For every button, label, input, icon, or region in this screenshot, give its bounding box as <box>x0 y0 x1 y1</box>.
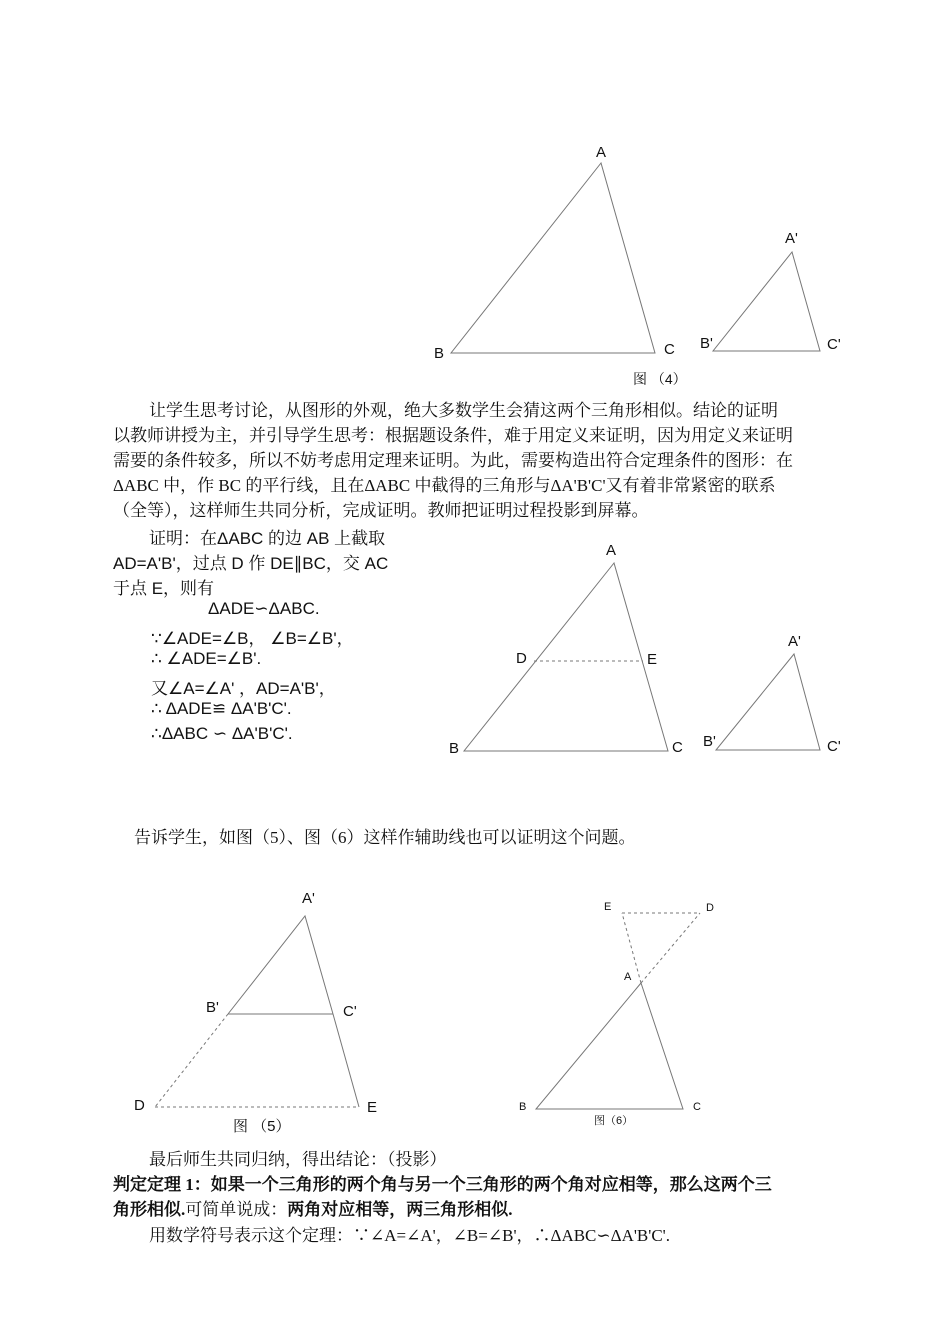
theorem-line-2 <box>113 1195 513 1220</box>
fig5-b1d <box>155 1014 228 1107</box>
label-c1-proof: C' <box>827 738 841 755</box>
label-c-fig6: C <box>693 1101 701 1113</box>
label-b-proof: B <box>449 740 460 757</box>
triangle-abc-proof <box>464 563 668 751</box>
figure-5-caption: 图 （5） <box>233 1118 291 1135</box>
figure-5 <box>155 916 359 1107</box>
triangle-abc-fig6 <box>536 983 683 1109</box>
label-b1-fig5: B' <box>206 999 219 1016</box>
fig6-ad <box>641 913 700 983</box>
label-c1-fig5: C' <box>343 1003 357 1020</box>
label-c: C <box>664 341 675 358</box>
summary-text: 最后师生共同归纳，得出结论：（投影） <box>149 1150 447 1169</box>
label-a1: A' <box>785 230 798 247</box>
label-e-proof: E <box>647 651 658 668</box>
label-a-fig6: A <box>624 971 632 983</box>
para1-line-5: （全等），这样师生共同分析，完成证明。教师把证明过程投影到屏幕。 <box>113 501 649 520</box>
label-b: B <box>434 345 445 362</box>
proof-line-3: 于点 E，则有 <box>113 579 215 598</box>
label-c1: C' <box>827 336 841 353</box>
figure-6-caption: 图（6） <box>594 1115 634 1127</box>
proof-line-8: ∴ ΔADE≌ ΔA'B'C'. <box>151 699 292 718</box>
discussion-paragraph <box>113 398 853 523</box>
proof-line-9: ∴ΔABC ∽ ΔA'B'C'. <box>151 724 293 743</box>
para1-line-3: 需要的条件较多，所以不妨考虑用定理来证明。为此，需要构造出符合定理条件的图形：在 <box>113 451 793 470</box>
figure-4-caption: 图 （4） <box>633 371 687 387</box>
label-c-proof: C <box>672 739 683 756</box>
label-a: A <box>596 144 607 161</box>
label-a1-fig5: A' <box>302 890 315 907</box>
para1-line-4: ΔABC 中，作 BC 的平行线，且在ΔABC 中截得的三角形与ΔA'B'C'又有着非常紧密的联系 <box>113 476 776 495</box>
label-e-fig5: E <box>367 1099 378 1116</box>
triangle-abc <box>451 163 655 353</box>
theorem-short-intro: 可简单说成： <box>185 1200 288 1219</box>
proof-line-6: ∴ ∠ADE=∠B'. <box>151 649 262 668</box>
tell-students-text: 告诉学生，如图（5）、图（6）这样作辅助线也可以证明这个问题。 <box>134 828 636 847</box>
label-d-fig6: D <box>706 902 714 914</box>
proof-line-2: AD=A'B'，过点 D 作 DE∥BC，交 AC <box>113 554 389 573</box>
proof-line-4: ΔADE∽ΔABC. <box>208 599 320 618</box>
para1-line-2: 以教师讲授为主，并引导学生思考：根据题设条件，难于用定义来证明，因为用定义来证明 <box>113 426 793 445</box>
proof-line-1: 证明：在ΔABC 的边 AB 上截取 <box>149 529 386 548</box>
proof-line-5: ∵∠ADE=∠B， ∠B=∠B'， <box>151 629 354 648</box>
label-a-proof: A <box>606 542 617 559</box>
label-d-proof: D <box>516 650 527 667</box>
notation-text: 用数学符号表示这个定理：∵∠A=∠A'，∠B=∠B'，∴ΔABC∽ΔA'B'C'. <box>149 1226 670 1245</box>
theorem-line-1 <box>113 1170 772 1195</box>
triangle-a1b1c1-proof <box>716 654 820 750</box>
fig5-solid-sides <box>228 916 333 1014</box>
label-e-fig6: E <box>604 901 612 913</box>
label-d-fig5: D <box>134 1097 145 1114</box>
theorem-statement: 判定定理 1：如果一个三角形的两个角与另一个三角形的两个角对应相等，那么这两个三 <box>113 1175 772 1194</box>
theorem-short-form: 两角对应相等，两三角形相似. <box>287 1200 513 1219</box>
fig5-c1e <box>333 1014 359 1107</box>
figure-6 <box>536 913 700 1109</box>
label-b-fig6: B <box>519 1101 527 1113</box>
label-a1-proof: A' <box>788 633 801 650</box>
figure-4 <box>451 163 820 353</box>
triangle-a1b1c1 <box>713 252 820 351</box>
para1-line-1: 让学生思考讨论，从图形的外观，绝大多数学生会猜这两个三角形相似。结论的证明 <box>149 401 778 420</box>
label-b1-proof: B' <box>703 733 716 750</box>
theorem-statement-end: 角形相似. <box>113 1200 186 1219</box>
proof-line-7: 又∠A=∠A' ，AD=A'B'， <box>151 679 336 698</box>
label-b1: B' <box>700 335 713 352</box>
